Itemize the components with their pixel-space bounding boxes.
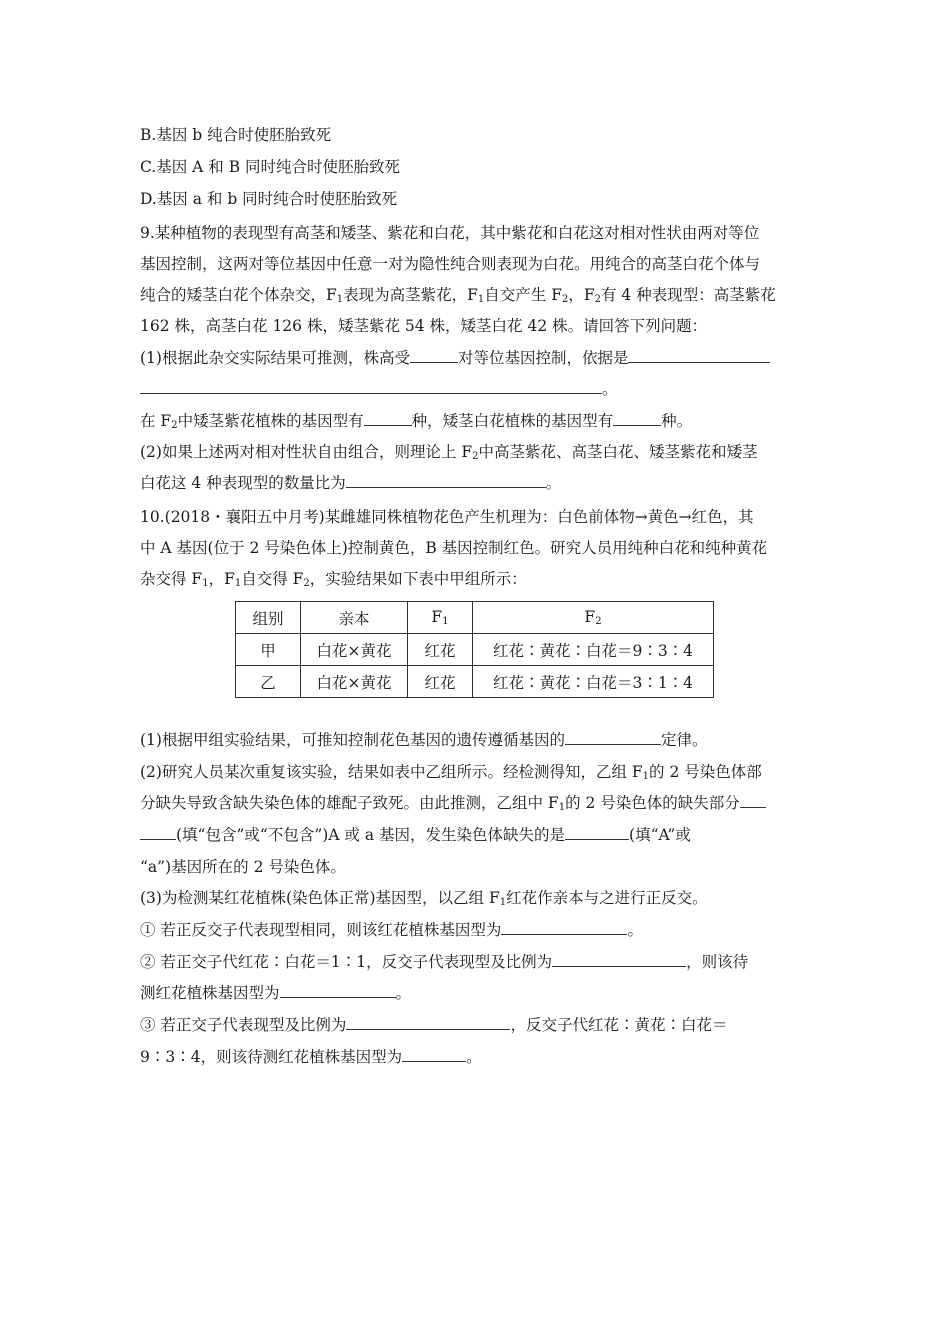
q10-part-1 (140, 729, 707, 751)
text: 。 (627, 921, 643, 939)
answer-blank[interactable] (364, 410, 412, 426)
table-cell: 甲 (236, 634, 301, 666)
q9-line-1: 9.某种植物的表现型有高茎和矮茎、紫花和白花，其中紫花和白花这对相对性状由两对等位 (140, 224, 760, 242)
header-cell (473, 602, 714, 634)
header-cell: 亲本 (301, 602, 408, 634)
text: ，F (208, 570, 235, 588)
text: (2)研究人员某次重复该实验，结果如表中乙组所示。经检测得知，乙组 F (140, 763, 643, 781)
answer-blank[interactable] (346, 1014, 510, 1030)
q10-part-2-line-3 (140, 824, 691, 846)
text: (2)如果上述两对相对性状自由组合，则理论上 F (140, 443, 473, 461)
subscript: 1 (499, 897, 507, 908)
text: (3)为检测某红花植株(染色体正常)基因型，以乙组 F (140, 889, 500, 907)
text: 红花作亲本与之进行正反交。 (506, 889, 708, 907)
text: ，反交子代红花∶黄花∶白花＝ (510, 1016, 728, 1034)
q9-part-2 (140, 441, 758, 468)
q10-part-2-line-1 (140, 761, 762, 788)
table-row (236, 634, 714, 666)
text: (填“A”或 (629, 826, 691, 844)
subscript: 1 (558, 802, 566, 813)
subscript: 1 (234, 578, 242, 589)
answer-blank[interactable] (565, 729, 661, 745)
q9-part-2-cont (140, 472, 561, 494)
results-table (235, 601, 714, 698)
text: 测红花植株基因型为 (140, 984, 280, 1002)
text: F (584, 608, 596, 626)
text: F (431, 608, 443, 626)
table-cell: 红花 (408, 634, 473, 666)
text: 的 2 号染色体部 (649, 763, 762, 781)
table-header-row (236, 602, 714, 634)
table-cell: 红花∶黄花∶白花＝3∶1∶4 (473, 666, 714, 698)
text: 种，矮茎白花植株的基因型有 (411, 412, 614, 430)
header-cell (408, 602, 473, 634)
subscript: 1 (202, 578, 209, 589)
text: 。 (545, 474, 562, 492)
answer-blank[interactable] (565, 824, 629, 840)
text: 。 (602, 380, 618, 398)
text: 9∶3∶4，则该待测红花植株基因型为 (140, 1048, 403, 1066)
answer-blank[interactable] (280, 982, 396, 998)
text: 定律。 (660, 731, 708, 749)
q10-part-2-line-4: “a”)基因所在的 2 号染色体。 (140, 858, 346, 876)
table-cell: 乙 (236, 666, 301, 698)
text: 自交产生 F (484, 286, 562, 304)
subscript: 1 (336, 294, 344, 305)
answer-blank[interactable] (346, 472, 546, 488)
answer-blank[interactable] (628, 347, 770, 363)
table-row (236, 666, 714, 698)
text: 中高茎紫花、高茎白花、矮茎紫花和矮茎 (478, 443, 758, 461)
q10-line-3 (140, 568, 527, 595)
answer-blank[interactable] (402, 1046, 466, 1062)
table-cell: 白花×黄花 (301, 666, 408, 698)
text: 表现为高茎紫花，F (343, 286, 478, 304)
subscript: 2 (303, 578, 310, 589)
header-cell: 组别 (236, 602, 301, 634)
subscript: 2 (472, 451, 479, 462)
text: (1)根据此杂交实际结果可推测，株高受 (140, 349, 410, 367)
text: 杂交得 F (140, 570, 203, 588)
subscript: 1 (477, 294, 485, 305)
table-cell: 白花×黄花 (301, 634, 408, 666)
text: 白花这 4 种表现型的数量比为 (140, 474, 346, 492)
q10-line-2: 中 A 基因(位于 2 号染色体上)控制黄色，B 基因控制红色。研究人员用纯种白花和纯种黄花 (140, 539, 768, 557)
text: 纯合的矮茎白花个体杂交，F (140, 286, 337, 304)
text: ② 若正交子代红花∶白花＝1∶1，反交子代表现型及比例为 (140, 953, 553, 971)
answer-blank[interactable] (740, 792, 766, 808)
text: ，实验结果如下表中甲组所示： (309, 570, 527, 588)
text: (1)根据甲组实验结果，可推知控制花色基因的遗传遵循基因的 (140, 731, 565, 749)
q9-line-4: 162 株，高茎白花 126 株，矮茎紫花 54 株，矮茎白花 42 株。请回答下列问题： (140, 317, 708, 335)
subscript: 2 (594, 294, 601, 305)
subscript: 1 (642, 771, 650, 782)
text: 种。 (661, 412, 693, 430)
option-b: B.基因 b 纯合时使胚胎致死 (140, 126, 332, 144)
text: 有 4 种表现型：高茎紫花 (600, 286, 776, 304)
answer-blank[interactable] (613, 410, 661, 426)
answer-blank[interactable] (140, 378, 602, 394)
subscript: 1 (442, 616, 449, 627)
option-c: C.基因 A 和 B 同时纯合时使胚胎致死 (140, 158, 401, 176)
subscript: 2 (561, 294, 569, 305)
answer-blank[interactable] (140, 824, 176, 840)
text: 自交得 F (241, 570, 304, 588)
text: 对等位基因控制，依据是 (457, 349, 629, 367)
text: 在 F (140, 412, 172, 430)
q10-case-2-cont (140, 982, 411, 1004)
q10-case-2 (140, 951, 748, 973)
text: ，则该待 (686, 953, 749, 971)
q9-line-2: 基因控制，这两对等位基因中任意一对为隐性纯合则表现为白花。用纯合的高茎白花个体与 (140, 255, 761, 273)
q10-line-1: 10.(2018・襄阳五中月考)某雌雄同株植物花色产生机理为：白色前体物→黄色→红色，其 (140, 508, 754, 526)
answer-blank[interactable] (552, 951, 686, 967)
table-cell: 红花∶黄花∶白花＝9∶3∶4 (473, 634, 714, 666)
text: ，F (568, 286, 595, 304)
q9-part-1 (140, 347, 770, 369)
text: ③ 若正交子代表现型及比例为 (140, 1016, 347, 1034)
q10-case-1 (140, 919, 643, 941)
text: (填“包含”或“不包含”)A 或 a 基因，发生染色体缺失的是 (176, 826, 566, 844)
text: ① 若正反交子代表现型相同，则该红花植株基因型为 (140, 921, 502, 939)
answer-blank[interactable] (410, 347, 458, 363)
q10-part-3 (140, 887, 708, 914)
q10-case-3-cont (140, 1046, 482, 1068)
subscript: 2 (171, 420, 178, 431)
text: 中矮茎紫花植株的基因型有 (177, 412, 364, 430)
answer-blank[interactable] (501, 919, 627, 935)
option-d: D.基因 a 和 b 同时纯合时使胚胎致死 (140, 190, 398, 208)
q9-part-1-cont (140, 378, 618, 400)
q10-case-3 (140, 1014, 727, 1036)
table-cell: 红花 (408, 666, 473, 698)
q9-part-1-genotypes (140, 410, 692, 437)
q9-line-3 (140, 284, 776, 311)
subscript: 2 (595, 616, 602, 627)
text: 的 2 号染色体的缺失部分 (565, 794, 740, 812)
q10-part-2-line-2 (140, 792, 766, 819)
text: 。 (395, 984, 412, 1002)
text: 分缺失导致含缺失染色体的雄配子致死。由此推测，乙组中 F (140, 794, 559, 812)
text: 。 (466, 1048, 482, 1066)
